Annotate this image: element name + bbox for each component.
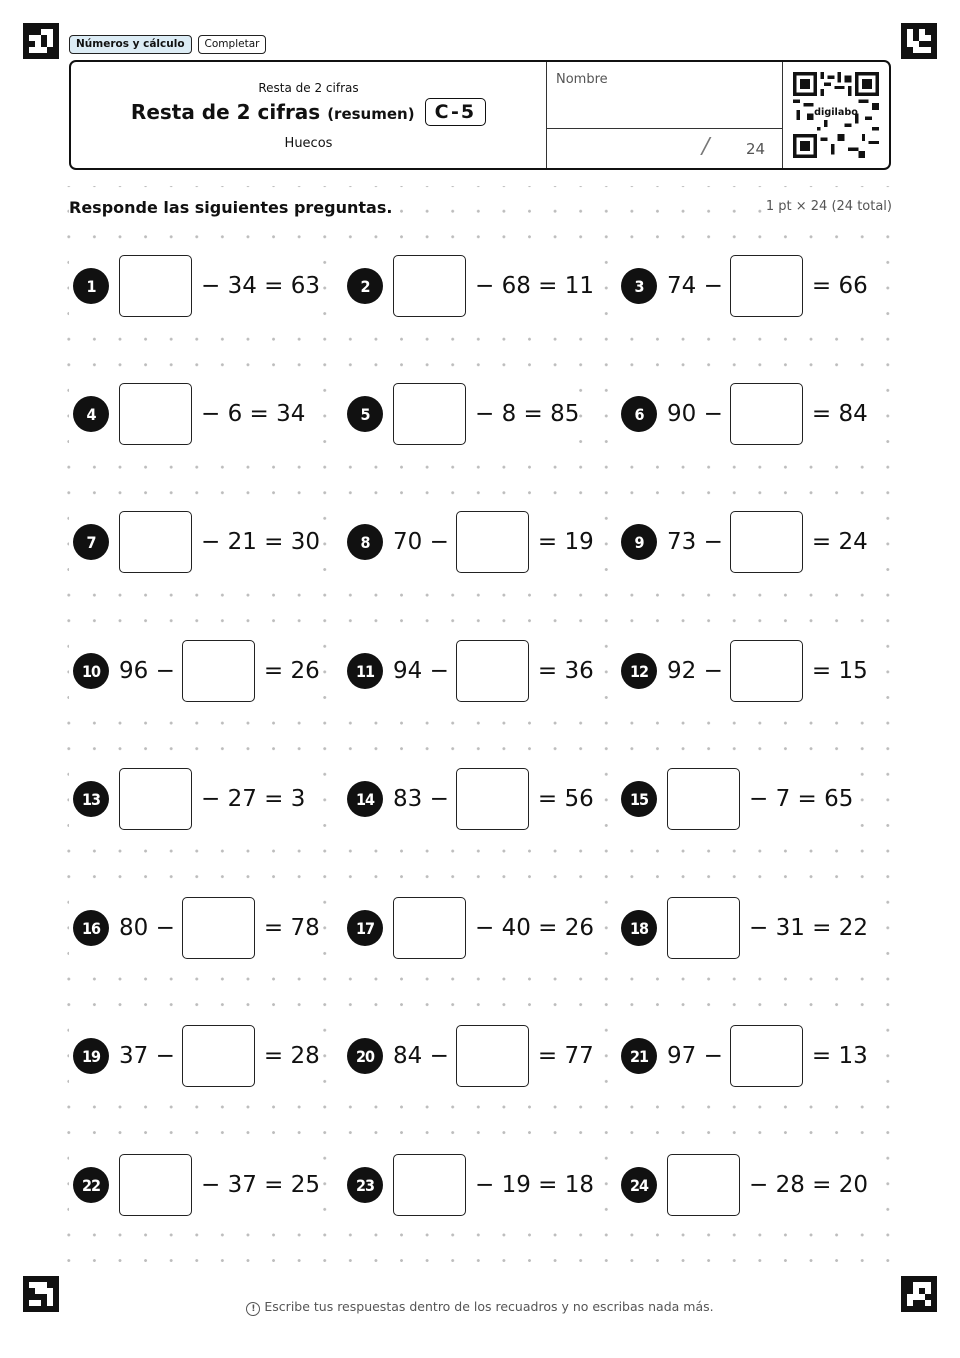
expression-after: = 13 [811, 1043, 868, 1069]
answer-box[interactable] [456, 768, 529, 830]
question-21 [617, 1025, 868, 1087]
question-number-badge: 19 [73, 1038, 109, 1074]
question-6 [617, 383, 868, 445]
worksheet-title-row [71, 98, 546, 126]
footer-text: Escribe tus respuestas dentro de los recuadros y no escribas nada más. [264, 1299, 714, 1314]
footer-note [0, 1299, 960, 1316]
question-22 [69, 1154, 320, 1216]
question-number-badge: 15 [621, 781, 657, 817]
expression-after: = 24 [811, 529, 868, 555]
question-1 [69, 255, 320, 317]
question-20 [343, 1025, 594, 1087]
points-info: 1 pt × 24 (24 total) [765, 199, 892, 214]
tag-numeros-calculo: Números y cálculo [69, 35, 192, 54]
answer-box[interactable] [393, 383, 466, 445]
answer-box[interactable] [182, 1025, 255, 1087]
expression-after: = 78 [263, 915, 320, 941]
question-17 [343, 897, 594, 959]
expression-before: 92 − [667, 658, 723, 684]
expression-after: − 6 = 34 [201, 401, 306, 427]
answer-box[interactable] [667, 1154, 740, 1216]
answer-box[interactable] [182, 640, 255, 702]
answer-box[interactable] [393, 897, 466, 959]
expression-after: − 34 = 63 [201, 273, 321, 299]
expression-after: − 21 = 30 [201, 529, 321, 555]
answer-box[interactable] [119, 1154, 192, 1216]
question-9 [617, 511, 868, 573]
expression-after: = 84 [811, 401, 868, 427]
score-field[interactable] [547, 128, 782, 168]
answer-box[interactable] [119, 383, 192, 445]
answer-box[interactable] [730, 511, 803, 573]
question-16 [69, 897, 320, 959]
question-number-badge: 14 [347, 781, 383, 817]
worksheet-subtitle: Resta de 2 cifras [258, 81, 359, 95]
answer-box[interactable] [456, 1025, 529, 1087]
answer-box[interactable] [730, 255, 803, 317]
answer-box[interactable] [119, 511, 192, 573]
svg-text:digilabo: digilabo [814, 107, 858, 118]
question-number-badge: 23 [347, 1167, 383, 1203]
question-24 [617, 1154, 868, 1216]
question-number-badge: 18 [621, 910, 657, 946]
question-number-badge: 10 [73, 653, 109, 689]
corner-marker-top-left-icon [23, 23, 59, 59]
question-23 [343, 1154, 594, 1216]
question-7 [69, 511, 320, 573]
question-12 [617, 640, 868, 702]
question-15 [617, 768, 853, 830]
question-number-badge: 6 [621, 396, 657, 432]
expression-after: = 66 [811, 273, 868, 299]
question-4 [69, 383, 305, 445]
answer-box[interactable] [730, 383, 803, 445]
expression-after: = 26 [263, 658, 320, 684]
answer-box[interactable] [456, 511, 529, 573]
expression-before: 74 − [667, 273, 723, 299]
question-number-badge: 20 [347, 1038, 383, 1074]
answer-box[interactable] [393, 1154, 466, 1216]
question-number-badge: 12 [621, 653, 657, 689]
question-number-badge: 2 [347, 268, 383, 304]
expression-before: 73 − [667, 529, 723, 555]
question-14 [343, 768, 594, 830]
expression-after: = 15 [811, 658, 868, 684]
question-10 [69, 640, 320, 702]
expression-after: − 31 = 22 [749, 915, 869, 941]
worksheet-code: C-5 [425, 98, 487, 126]
expression-before: 70 − [393, 529, 449, 555]
question-18 [617, 897, 868, 959]
question-3 [617, 255, 868, 317]
left-margin [0, 0, 64, 1358]
name-label: Nombre [556, 72, 608, 87]
answer-box[interactable] [119, 255, 192, 317]
worksheet-title: Resta de 2 cifras (resumen) [130, 100, 415, 124]
expression-before: 84 − [393, 1043, 449, 1069]
answer-box[interactable] [667, 897, 740, 959]
expression-after: − 37 = 25 [201, 1172, 321, 1198]
expression-before: 97 − [667, 1043, 723, 1069]
question-number-badge: 3 [621, 268, 657, 304]
question-number-badge: 13 [73, 781, 109, 817]
expression-after: = 19 [537, 529, 594, 555]
question-5 [343, 383, 579, 445]
expression-after: = 36 [537, 658, 594, 684]
worksheet-category: Huecos [284, 136, 333, 151]
question-2 [343, 255, 594, 317]
score-slash: / [699, 134, 713, 159]
expression-before: 83 − [393, 786, 449, 812]
expression-after: = 77 [537, 1043, 594, 1069]
tag-completar: Completar [198, 35, 267, 54]
question-number-badge: 7 [73, 524, 109, 560]
qr-code-icon [783, 62, 889, 168]
question-number-badge: 9 [621, 524, 657, 560]
question-number-badge: 21 [621, 1038, 657, 1074]
answer-box[interactable] [393, 255, 466, 317]
name-section [547, 62, 783, 168]
warning-circle-icon: ! [246, 1302, 260, 1316]
expression-after: − 7 = 65 [749, 786, 854, 812]
score-total: 24 [746, 140, 766, 158]
expression-before: 80 − [119, 915, 175, 941]
expression-before: 96 − [119, 658, 175, 684]
answer-box[interactable] [730, 1025, 803, 1087]
question-number-badge: 17 [347, 910, 383, 946]
category-tags [69, 35, 266, 54]
question-13 [69, 768, 305, 830]
answer-box[interactable] [182, 897, 255, 959]
corner-marker-top-right-icon [901, 23, 937, 59]
instruction-text: Responde las siguientes preguntas. [69, 198, 393, 217]
question-number-badge: 8 [347, 524, 383, 560]
expression-after: = 56 [537, 786, 594, 812]
right-margin [896, 0, 960, 1358]
title-section [71, 62, 547, 168]
question-number-badge: 22 [73, 1167, 109, 1203]
expression-after: − 28 = 20 [749, 1172, 869, 1198]
expression-after: − 8 = 85 [475, 401, 580, 427]
answer-box[interactable] [456, 640, 529, 702]
question-number-badge: 5 [347, 396, 383, 432]
expression-after: − 27 = 3 [201, 786, 306, 812]
expression-after: − 68 = 11 [475, 273, 595, 299]
question-number-badge: 4 [73, 396, 109, 432]
question-8 [343, 511, 594, 573]
answer-box[interactable] [730, 640, 803, 702]
question-number-badge: 24 [621, 1167, 657, 1203]
expression-after: − 19 = 18 [475, 1172, 595, 1198]
answer-box[interactable] [119, 768, 192, 830]
expression-after: − 40 = 26 [475, 915, 595, 941]
answer-box[interactable] [667, 768, 740, 830]
expression-before: 37 − [119, 1043, 175, 1069]
question-number-badge: 1 [73, 268, 109, 304]
expression-before: 94 − [393, 658, 449, 684]
worksheet-header [69, 60, 891, 170]
question-number-badge: 16 [73, 910, 109, 946]
expression-before: 90 − [667, 401, 723, 427]
question-11 [343, 640, 594, 702]
question-number-badge: 11 [347, 653, 383, 689]
question-19 [69, 1025, 320, 1087]
expression-after: = 28 [263, 1043, 320, 1069]
